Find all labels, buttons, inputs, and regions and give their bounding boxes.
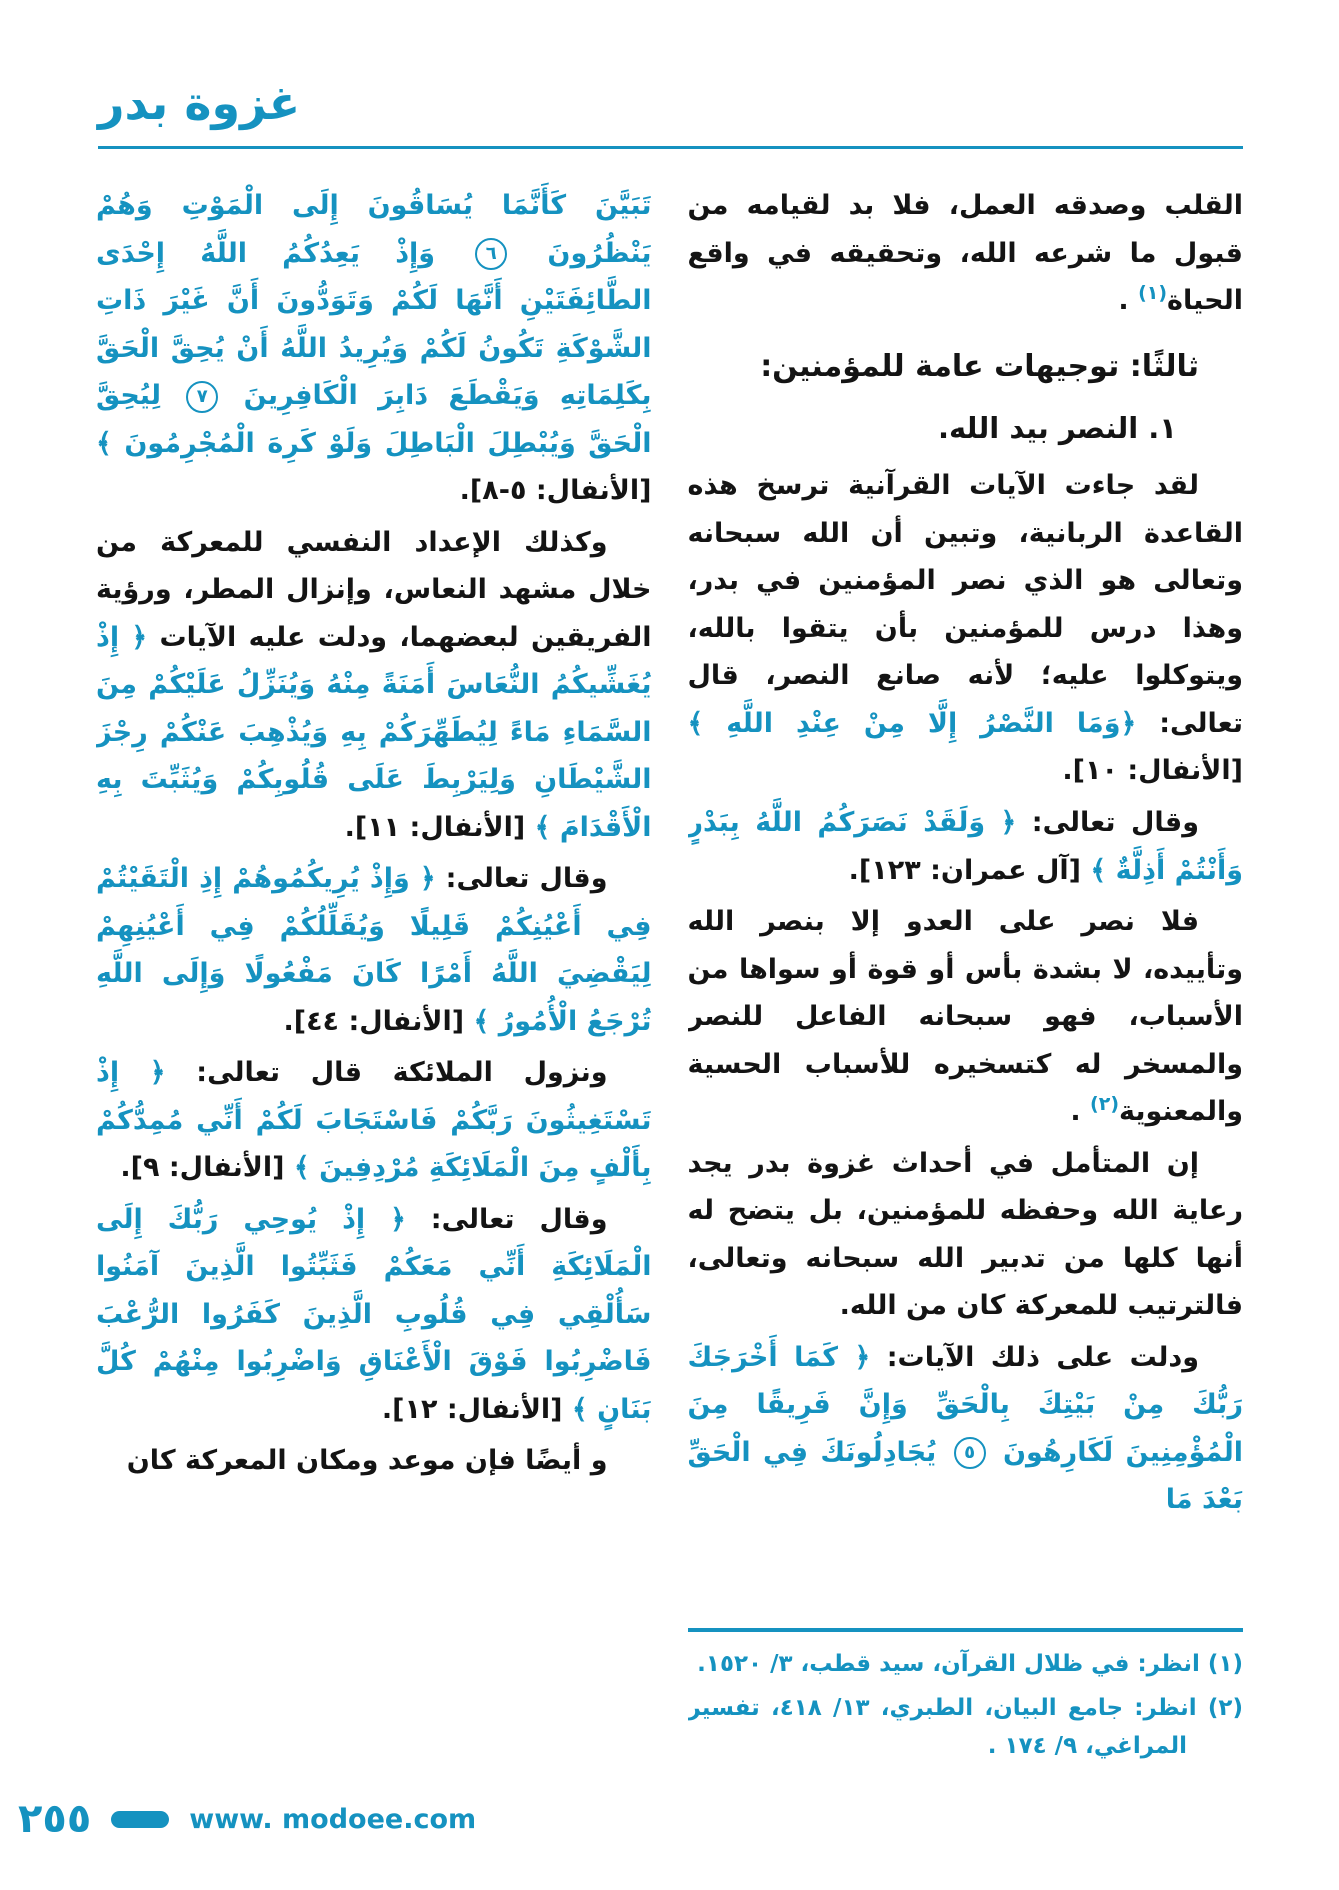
footnotes-section	[688, 1620, 1244, 1772]
body-text: وقال تعالى:	[1016, 806, 1199, 838]
text-columns	[96, 182, 1243, 1772]
column-right-text	[688, 182, 1244, 1528]
page-footer	[0, 1790, 1339, 1848]
paragraph-continuation	[688, 182, 1244, 325]
footnote-number: (٢)	[1196, 1695, 1243, 1722]
footnote-marker: (٢)	[1090, 1093, 1120, 1116]
ayah-number-badge: ٧	[186, 381, 218, 413]
chapter-title-calligraphy: غزوة بدر	[98, 76, 301, 130]
body-text: ودلت على ذلك الآيات:	[870, 1341, 1199, 1373]
page-number: ٢٥٥	[18, 1796, 92, 1842]
body-text: ثالثًا: توجيهات عامة للمؤمنين:	[760, 348, 1199, 384]
footnotes-list	[688, 1646, 1244, 1766]
quran-verse-text: ﴿ إِذْ يُوحِي رَبُّكَ إِلَى الْمَلَائِكَةِ أَنِّي مَعَكُمْ فَثَبِّتُوا الَّذِينَ آمَنُوا سَأُلْقِي فِي قُلُوبِ الَّذِينَ كَفَرُوا الرُّعْبَ فَاضْرِبُوا فَوْقَ الْأَعْنَاقِ وَاضْرِبُوا مِنْهُمْ كُلَّ بَنَانٍ ﴾	[96, 1203, 652, 1425]
footnote-text: انظر: جامع البيان، الطبري، ١٣/ ٤١٨، تفسير المراغي، ٩/ ١٧٤ .	[687, 1695, 1197, 1760]
paragraph	[96, 1196, 652, 1434]
footnote	[688, 1690, 1244, 1766]
ayah-number-badge: ٦	[475, 238, 507, 270]
column-left	[96, 182, 652, 1772]
body-text: [الأنفال: ١٢].	[381, 1393, 572, 1425]
body-text: [آل عمران: ١٢٣].	[848, 854, 1091, 886]
website-url: www. modoee.com	[189, 1803, 477, 1835]
footnote-number: (١)	[1199, 1651, 1243, 1678]
footnote-marker: (١)	[1138, 282, 1168, 305]
footnote	[688, 1646, 1244, 1684]
body-text: [الأنفال: ٥-٨].	[459, 475, 652, 507]
footer-bar-decoration	[111, 1811, 169, 1828]
paragraph	[688, 1334, 1244, 1524]
footnote-divider	[688, 1628, 1244, 1632]
ayah-number-badge: ٥	[954, 1437, 986, 1469]
quran-verse-text: يُجَادِلُونَكَ فِي الْحَقِّ بَعْدَ مَا	[687, 1436, 1243, 1516]
body-text: و أيضًا فإن موعد ومكان المعركة كان	[126, 1445, 608, 1477]
section-heading	[688, 341, 1244, 394]
body-text: [الأنفال: ٤٤].	[283, 1005, 474, 1037]
body-text: وقال تعالى:	[435, 863, 608, 895]
paragraph	[96, 519, 652, 852]
quran-verse-text: ﴿وَمَا النَّصْرُ إِلَّا مِنْ عِنْدِ اللَّهِ ﴾	[687, 707, 1137, 739]
footnote-text: انظر: في ظلال القرآن، سيد قطب، ٣/ ١٥٢٠.	[697, 1651, 1200, 1678]
body-text: [الأنفال: ١٠].	[1062, 755, 1243, 787]
body-text: .	[1118, 285, 1139, 317]
quran-verse-text: ﴿ وَإِذْ يُرِيكُمُوهُمْ إِذِ الْتَقَيْتُمْ فِي أَعْيُنِكُمْ قَلِيلًا وَيُقَلِّلُكُمْ فِي أَعْيُنِهِمْ لِيَقْضِيَ اللَّهُ أَمْرًا كَانَ مَفْعُولًا وَإِلَى اللَّهِ تُرْجَعُ الْأُمُورُ ﴾	[96, 863, 652, 1037]
quran-verse-text: لِيُحِقَّ الْحَقَّ وَيُبْطِلَ الْبَاطِلَ وَلَوْ كَرِهَ الْمُجْرِمُونَ ﴾	[96, 380, 652, 459]
subsection-heading	[688, 403, 1244, 454]
closing-paragraph	[96, 1437, 652, 1485]
paragraph	[688, 799, 1244, 894]
body-text: [الأنفال: ٩].	[120, 1152, 294, 1184]
header-rule	[98, 146, 1243, 149]
body-text: ونزول الملائكة قال تعالى:	[165, 1057, 608, 1089]
paragraph	[688, 898, 1244, 1136]
body-text: القلب وصدقه العمل، فلا بد لقيامه من قبول ما شرعه الله، وتحقيقه في واقع الحياة	[687, 190, 1243, 317]
paragraph	[96, 1049, 652, 1192]
quran-verse-text: ﴿ إِذْ يُغَشِّيكُمُ النُّعَاسَ أَمَنَةً مِنْهُ وَيُنَزِّلُ عَلَيْكُمْ مِنَ السَّمَاءِ مَاءً لِيُطَهِّرَكُمْ بِهِ وَيُذْهِبَ عَنْكُمْ رِجْزَ الشَّيْطَانِ وَلِيَرْبِطَ عَلَى قُلُوبِكُمْ وَيُثَبِّتَ بِهِ الْأَقْدَامَ ﴾	[96, 621, 652, 843]
body-text: [الأنفال: ١١].	[344, 811, 535, 843]
quran-verse-text: ﴿ وَلَقَدْ نَصَرَكُمُ اللَّهُ بِبَدْرٍ وَأَنْتُمْ أَذِلَّةٌ ﴾	[687, 806, 1243, 886]
paragraph	[688, 462, 1244, 795]
body-text: لقد جاءت الآيات القرآنية ترسخ هذه القاعدة الربانية، وتبين أن الله سبحانه وتعالى هو الذي نصر المؤمنين في بدر، وهذا درس للمؤمنين بأن يتقوا بالله، ويتوكلوا عليه؛ لأنه صانع النصر، قال تعالى:	[687, 470, 1243, 739]
quran-continuation-paragraph	[96, 182, 652, 515]
quran-verse-text: وَإِذْ يَعِدُكُمُ اللَّهُ إِحْدَى الطَّائِفَتَيْنِ أَنَّهَا لَكُمْ وَتَوَدُّونَ أَنَّ غَيْرَ ذَاتِ الشَّوْكَةِ تَكُونُ لَكُمْ وَيُرِيدُ اللَّهُ أَنْ يُحِقَّ الْحَقَّ بِكَلِمَاتِهِ وَيَقْطَعَ دَابِرَ الْكَافِرِينَ	[96, 237, 652, 412]
column-right	[688, 182, 1244, 1772]
quran-verse-text: تَبَيَّنَ كَأَنَّمَا يُسَاقُونَ إِلَى الْمَوْتِ وَهُمْ يَنْظُرُونَ	[96, 190, 652, 269]
body-text: وكذلك الإعداد النفسي للمعركة من خلال مشهد النعاس، وإنزال المطر، ورؤية الفريقين لبعضهما، ودلت عليه الآيات	[96, 526, 652, 653]
body-text: ١. النصر بيد الله.	[937, 411, 1177, 446]
paragraph	[688, 1140, 1244, 1330]
body-text: فلا نصر على العدو إلا بنصر الله وتأييده، لا بشدة بأس أو قوة أو سواها من الأسباب، فهو سبحانه الفاعل للنصر والمسخر له كتسخيره للأسباب الحسية والمعنوية	[687, 906, 1243, 1128]
body-text: .	[1070, 1096, 1091, 1128]
body-text: وقال تعالى:	[405, 1203, 608, 1235]
paragraph	[96, 855, 652, 1045]
quran-verse-text: ﴿ إِذْ تَسْتَغِيثُونَ رَبَّكُمْ فَاسْتَجَابَ لَكُمْ أَنِّي مُمِدُّكُمْ بِأَلْفٍ مِنَ الْمَلَائِكَةِ مُرْدِفِينَ ﴾	[96, 1057, 652, 1184]
body-text: إن المتأمل في أحداث غزوة بدر يجد رعاية الله وحفظه للمؤمنين، بل يتضح له أنها كلها من تدبير الله سبحانه وتعالى، فالترتيب للمعركة كان من الله.	[687, 1147, 1243, 1322]
quran-verse-text: ﴿ كَمَا أَخْرَجَكَ رَبُّكَ مِنْ بَيْتِكَ بِالْحَقِّ وَإِنَّ فَرِيقًا مِنَ الْمُؤْمِنِينَ لَكَارِهُونَ	[687, 1341, 1243, 1468]
